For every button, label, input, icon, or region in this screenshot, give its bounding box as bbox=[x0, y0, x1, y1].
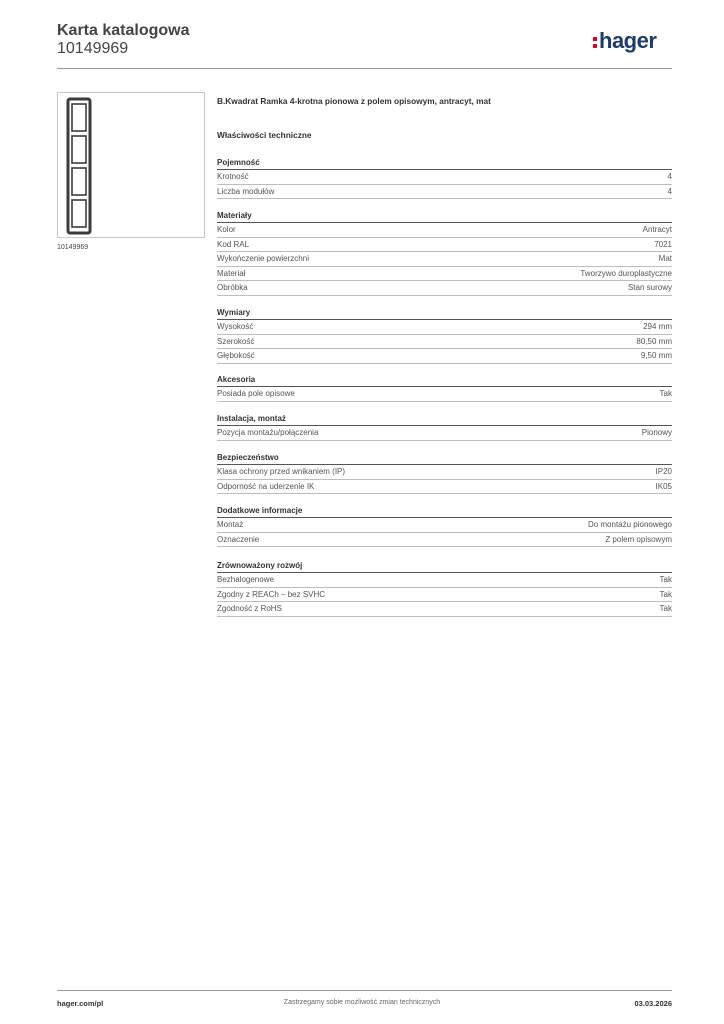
property-label: Krotność bbox=[217, 172, 249, 182]
property-row bbox=[217, 349, 672, 364]
property-label: Posiada pole opisowe bbox=[217, 389, 295, 399]
property-value: 4 bbox=[667, 172, 672, 182]
property-label: Głębokość bbox=[217, 351, 255, 361]
property-value: Do montażu pionowego bbox=[587, 520, 672, 530]
property-value: IP20 bbox=[655, 467, 672, 477]
property-value: 294 mm bbox=[643, 322, 672, 332]
hager-logo[interactable] bbox=[593, 28, 656, 54]
section-title: Zrównoważony rozwój bbox=[217, 560, 672, 573]
product-image bbox=[57, 92, 205, 238]
property-value: Tak bbox=[659, 604, 672, 614]
property-row bbox=[217, 185, 672, 200]
property-label: Oznaczenie bbox=[217, 534, 260, 544]
property-value: Mat bbox=[658, 254, 672, 264]
section-4 bbox=[217, 413, 672, 441]
document-title: Karta katalogowa bbox=[57, 22, 190, 39]
property-label: Klasa ochrony przed wnikaniem (IP) bbox=[217, 467, 346, 477]
footer-disclaimer: Zastrzegamy sobie możliwość zmian technicznych bbox=[283, 999, 441, 1006]
hager-dots-icon bbox=[593, 33, 598, 49]
property-row bbox=[217, 267, 672, 282]
property-row bbox=[217, 533, 672, 548]
property-row bbox=[217, 387, 672, 402]
property-row bbox=[217, 335, 672, 350]
product-title: B.Kwadrat Ramka 4-krotna pionowa z polem opisowym, antracyt, mat bbox=[217, 96, 491, 106]
property-label: Odporność na uderzenie IK bbox=[217, 481, 315, 491]
property-value: Pionowy bbox=[641, 428, 672, 438]
property-label: Wykończenie powierzchni bbox=[217, 254, 309, 264]
section-2 bbox=[217, 307, 672, 364]
header-divider bbox=[57, 68, 672, 69]
section-title: Dodatkowe informacje bbox=[217, 505, 672, 518]
property-row bbox=[217, 281, 672, 296]
section-7 bbox=[217, 560, 672, 617]
section-0 bbox=[217, 157, 672, 199]
property-row bbox=[217, 252, 672, 267]
section-1 bbox=[217, 210, 672, 296]
property-value: 80,50 mm bbox=[636, 336, 672, 346]
property-label: Zgodność z RoHS bbox=[217, 604, 282, 614]
frame-4-vertical-icon bbox=[66, 97, 196, 235]
property-label: Montaż bbox=[217, 520, 244, 530]
section-title: Akcesoria bbox=[217, 374, 672, 387]
section-5 bbox=[217, 452, 672, 494]
property-value: Antracyt bbox=[642, 225, 672, 235]
property-row bbox=[217, 223, 672, 238]
property-row bbox=[217, 170, 672, 185]
property-value: Tak bbox=[659, 575, 672, 585]
property-row bbox=[217, 320, 672, 335]
section-title: Materiały bbox=[217, 210, 672, 223]
properties-title: Właściwości techniczne bbox=[217, 130, 312, 140]
property-row bbox=[217, 602, 672, 617]
property-row bbox=[217, 518, 672, 533]
image-caption: 10149969 bbox=[57, 244, 89, 251]
property-value: Tak bbox=[659, 589, 672, 599]
section-title: Wymiary bbox=[217, 307, 672, 320]
property-label: Liczba modułów bbox=[217, 186, 275, 196]
property-label: Obróbka bbox=[217, 283, 248, 293]
property-row bbox=[217, 465, 672, 480]
property-row bbox=[217, 573, 672, 588]
section-title: Instalacja, montaż bbox=[217, 413, 672, 426]
property-row bbox=[217, 238, 672, 253]
property-label: Pozycja montażu/połączenia bbox=[217, 428, 319, 438]
logo-text: hager bbox=[599, 28, 657, 53]
section-6 bbox=[217, 505, 672, 547]
footer-website-link[interactable]: hager.com/pl bbox=[57, 999, 104, 1008]
section-3 bbox=[217, 374, 672, 402]
property-row bbox=[217, 480, 672, 495]
property-label: Bezhalogenowe bbox=[217, 575, 274, 585]
property-label: Kod RAL bbox=[217, 239, 250, 249]
property-label: Kolor bbox=[217, 225, 236, 235]
property-label: Zgodny z REACh – bez SVHC bbox=[217, 589, 326, 599]
property-value: Stan surowy bbox=[627, 283, 672, 293]
property-value: 7021 bbox=[654, 239, 672, 249]
property-value: Tak bbox=[659, 389, 672, 399]
product-code: 10149969 bbox=[57, 40, 129, 57]
section-title: Pojemność bbox=[217, 157, 672, 170]
footer-divider bbox=[57, 990, 672, 991]
property-value: Z polem opisowym bbox=[605, 534, 672, 544]
property-value: IK05 bbox=[655, 481, 672, 491]
section-title: Bezpieczeństwo bbox=[217, 452, 672, 465]
property-value: 4 bbox=[667, 186, 672, 196]
property-label: Materiał bbox=[217, 268, 246, 278]
property-value: Tworzywo duroplastyczne bbox=[580, 268, 672, 278]
property-row bbox=[217, 588, 672, 603]
property-label: Szerokość bbox=[217, 336, 255, 346]
property-label: Wysokość bbox=[217, 322, 254, 332]
property-row bbox=[217, 426, 672, 441]
footer-date: 03.03.2026 bbox=[634, 999, 672, 1008]
property-value: 9,50 mm bbox=[640, 351, 672, 361]
